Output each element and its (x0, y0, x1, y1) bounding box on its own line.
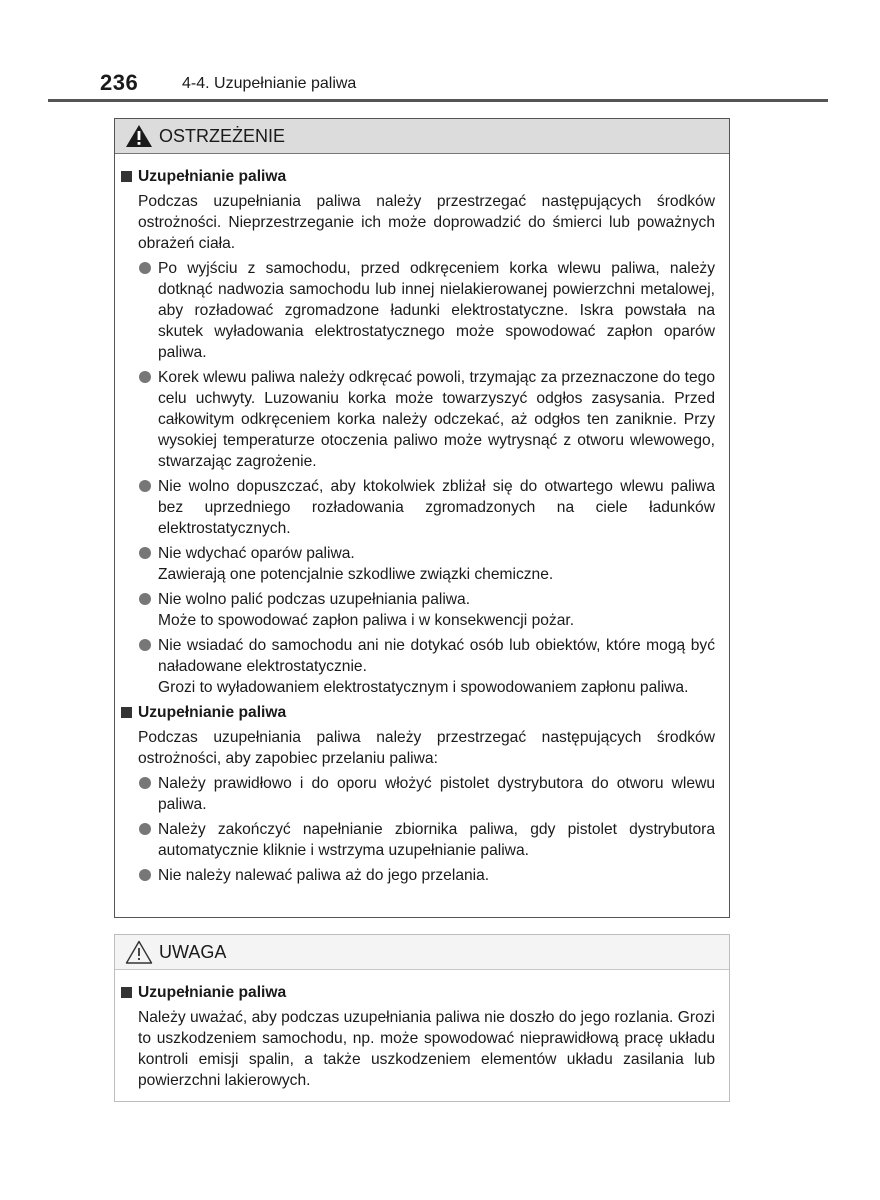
header-rule (48, 99, 828, 102)
notice-box (114, 934, 730, 1102)
notice-box-title: UWAGA (159, 942, 227, 962)
bullet-item (138, 476, 715, 539)
bullet-dot-icon (139, 371, 151, 383)
sub-heading-text: Uzupełnianie paliwa (138, 704, 287, 721)
bullet-dot-icon (139, 547, 151, 559)
square-marker-icon (121, 987, 132, 998)
warning-box-body (115, 154, 729, 886)
warning-triangle-filled-icon (125, 123, 153, 149)
bullet-item (138, 865, 715, 886)
bullet-dot-icon (139, 262, 151, 274)
notice-box-body (115, 970, 729, 1091)
bullet-dot-icon (139, 639, 151, 651)
sub-heading (121, 702, 715, 723)
warning-triangle-outline-icon (125, 939, 153, 965)
bullet-list (138, 773, 715, 886)
bullet-line: Po wyjściu z samochodu, przed odkręceniem korka wlewu paliwa, należy dotknąć nadwozia samochodu lub innej nielakierowanej powierzchni metalowej, aby rozładować zgromadzone ładunki elektrostatyczne. Iskra powstała na skutek wyładowania elektrostatycznego może spowodować zapłon oparów paliwa. (158, 260, 715, 361)
sub-heading-text: Uzupełnianie paliwa (138, 984, 287, 1001)
notice-box-header (115, 935, 729, 970)
page-number: 236 (100, 70, 139, 95)
bullet-item (138, 367, 715, 472)
bullet-line: Nie należy nalewać paliwa aż do jego przelania. (158, 867, 490, 884)
sub-heading (121, 166, 715, 187)
bullet-list (138, 258, 715, 698)
bullet-dot-icon (139, 823, 151, 835)
section-title: 4-4. Uzupełnianie paliwa (182, 75, 357, 92)
warning-box-header (115, 119, 729, 154)
bullet-line: Nie wolno palić podczas uzupełniania paliwa. (158, 591, 471, 608)
bullet-item (138, 589, 715, 631)
bullet-line: Nie wolno dopuszczać, aby ktokolwiek zbliżał się do otwartego wlewu paliwa bez uprzedniego rozładowania zgromadzonych na ciele ładunków elektrostatycznych. (158, 478, 715, 537)
intro-paragraph: Podczas uzupełniania paliwa należy przestrzegać następujących środków ostrożności. Nieprzestrzeganie ich może doprowadzić do śmierci lub poważnych obrażeń ciała. (138, 193, 715, 252)
bullet-item (138, 819, 715, 861)
bullet-dot-icon (139, 593, 151, 605)
bullet-dot-icon (139, 777, 151, 789)
bullet-line: Zawierają one potencjalnie szkodliwe związki chemiczne. (158, 566, 554, 583)
intro-paragraph: Podczas uzupełniania paliwa należy przestrzegać następujących środków ostrożności, aby zapobiec przelaniu paliwa: (138, 729, 715, 767)
bullet-item (138, 773, 715, 815)
sub-heading-text: Uzupełnianie paliwa (138, 168, 287, 185)
bullet-item (138, 635, 715, 698)
sub-heading (121, 982, 715, 1003)
warning-box-title: OSTRZEŻENIE (159, 126, 286, 146)
bullet-line: Należy zakończyć napełnianie zbiornika paliwa, gdy pistolet dystrybutora automatycznie kliknie i wstrzyma uzupełnianie paliwa. (158, 821, 715, 859)
bullet-line: Korek wlewu paliwa należy odkręcać powoli, trzymając za przeznaczone do tego celu uchwyty. Luzowaniu korka może towarzyszyć odgłos zasysania. Przed całkowitym odkręceniem korka należy odczekać, aż odgłos ten zaniknie. Przy wysokiej temperaturze otoczenia paliwo może wytrysnąć z otworu wlewowego, stwarzając zagrożenie. (158, 369, 715, 470)
bullet-line: Nie wdychać oparów paliwa. (158, 545, 355, 562)
square-marker-icon (121, 707, 132, 718)
page-header (100, 70, 828, 100)
bullet-line: Nie wsiadać do samochodu ani nie dotykać osób lub obiektów, które mogą być naładowane elektrostatycznie. (158, 637, 715, 675)
intro-paragraph: Należy uważać, aby podczas uzupełniania paliwa nie doszło do jego rozlania. Grozi to uszkodzeniem samochodu, np. może spowodować nieprawidłową pracę układu kontroli emisji spalin, a także uszkodzeniem elementów układu zasilania lub powierzchni lakierowych. (138, 1009, 715, 1089)
bullet-line: Może to spowodować zapłon paliwa i w konsekwencji pożar. (158, 612, 575, 629)
bullet-dot-icon (139, 480, 151, 492)
bullet-line: Należy prawidłowo i do oporu włożyć pistolet dystrybutora do otworu wlewu paliwa. (158, 775, 715, 813)
bullet-dot-icon (139, 869, 151, 881)
bullet-line: Grozi to wyładowaniem elektrostatycznym i spowodowaniem zapłonu paliwa. (158, 679, 689, 696)
bullet-item (138, 258, 715, 363)
square-marker-icon (121, 171, 132, 182)
bullet-item (138, 543, 715, 585)
warning-box (114, 118, 730, 918)
